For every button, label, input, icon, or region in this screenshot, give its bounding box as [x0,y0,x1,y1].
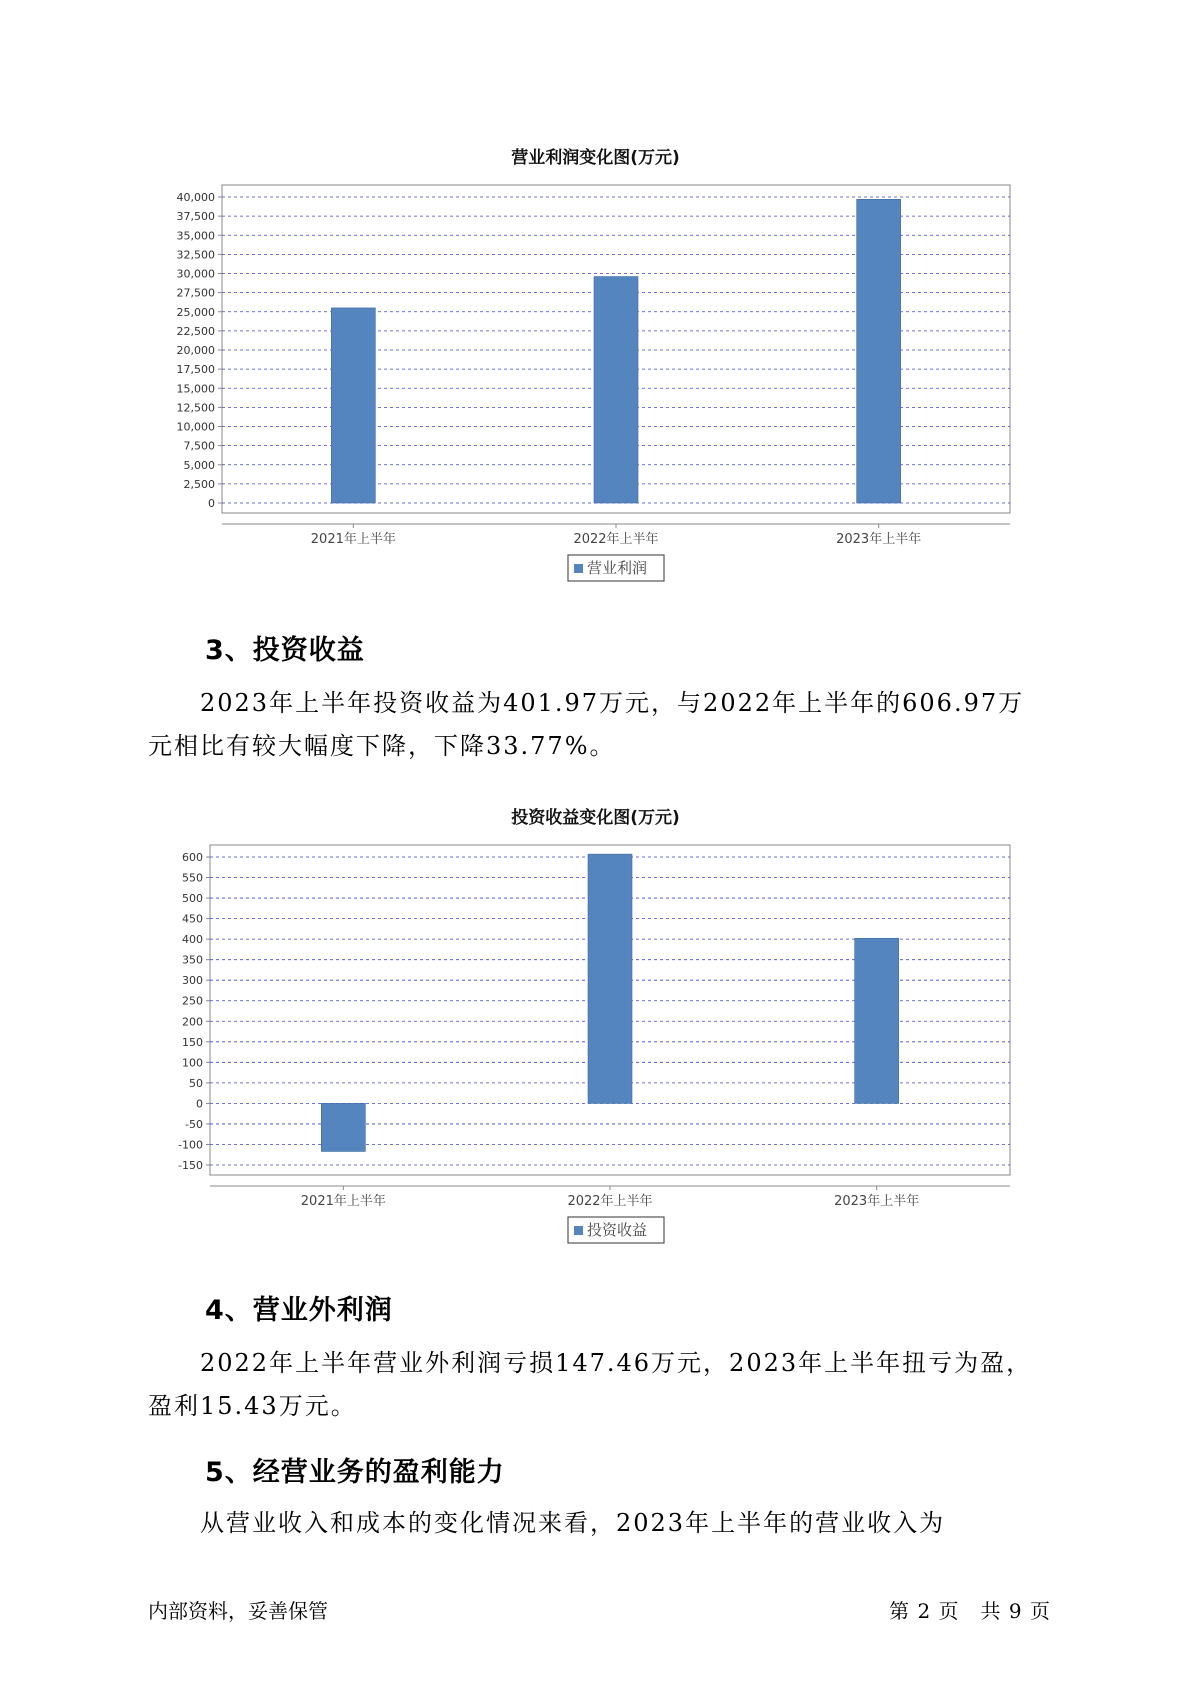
section-heading-investment: 3、投资收益 [205,635,365,666]
y-tick-label: 450 [182,912,203,926]
y-tick-label: 30,000 [176,267,215,281]
legend-swatch [574,564,583,573]
legend-swatch [574,1226,583,1235]
legend [568,1217,664,1243]
y-tick-label: 0 [196,1097,203,1111]
y-tick-label: 20,000 [176,344,215,357]
section-heading-non-operating: 4、营业外利润 [205,1295,393,1326]
y-tick-label: 12,500 [176,401,215,415]
bar [321,1103,365,1151]
y-tick-label: -150 [178,1159,203,1172]
x-tick-label: 2022年上半年 [567,1194,653,1209]
y-tick-label: 35,000 [176,229,215,243]
x-tick-label: 2021年上半年 [310,532,396,547]
bar [331,308,375,503]
profit-chart-title: 营业利润变化图(万元) [511,148,680,168]
y-tick-label: 40,000 [176,191,215,204]
legend [568,555,664,581]
y-tick-label: -50 [185,1117,203,1131]
bar [855,938,899,1103]
footer-page-number: 第 2 页 共 9 页 [889,1599,1051,1623]
y-tick-label: 2,500 [183,477,215,491]
y-tick-label: 32,500 [176,248,215,262]
x-tick-label: 2023年上半年 [836,532,922,547]
legend-label: 营业利润 [587,559,648,577]
y-tick-label: 10,000 [176,420,215,434]
y-tick-label: 200 [182,1015,203,1029]
bar [857,199,901,503]
y-tick-label: 27,500 [176,286,215,300]
y-tick-label: -100 [178,1138,203,1152]
bar [588,854,632,1103]
y-tick-label: 15,000 [176,382,215,396]
y-tick-label: 7,500 [183,439,215,453]
y-tick-label: 100 [182,1056,203,1070]
y-tick-label: 250 [182,994,203,1008]
x-tick-label: 2022年上半年 [573,532,659,547]
paragraph-non-operating: 2022年上半年营业外利润亏损147.46万元，2023年上半年扭亏为盈，盈利15.43万元。 [148,1349,1033,1420]
paragraph-profitability: 从营业收入和成本的变化情况来看，2023年上半年的营业收入为 [200,1509,946,1537]
y-tick-label: 5,000 [183,458,215,472]
y-tick-label: 50 [189,1076,203,1090]
bar [594,277,638,503]
y-tick-label: 350 [182,953,203,967]
y-tick-label: 25,000 [176,305,215,319]
paragraph-investment: 2023年上半年投资收益为401.97万元，与2022年上半年的606.97万元相比有较大幅度下降，下降33.77%。 [148,689,1025,760]
y-tick-label: 500 [182,892,203,906]
y-tick-label: 17,500 [176,363,215,377]
y-tick-label: 0 [208,497,215,510]
y-tick-label: 150 [182,1035,203,1049]
profit-chart [0,180,1191,590]
investment-chart [0,840,1191,1260]
investment-chart-title: 投资收益变化图(万元) [511,808,680,828]
y-tick-label: 600 [182,851,203,864]
x-tick-label: 2023年上半年 [834,1194,920,1209]
section-heading-profitability: 5、经营业务的盈利能力 [205,1457,505,1488]
y-tick-label: 37,500 [176,210,215,224]
y-tick-label: 400 [182,933,203,947]
y-tick-label: 300 [182,974,203,988]
x-tick-label: 2021年上半年 [300,1194,386,1209]
footer-confidential-note: 内部资料，妥善保管 [148,1599,328,1623]
y-tick-label: 22,500 [176,324,215,338]
y-tick-label: 550 [182,871,203,885]
legend-label: 投资收益 [587,1221,648,1239]
